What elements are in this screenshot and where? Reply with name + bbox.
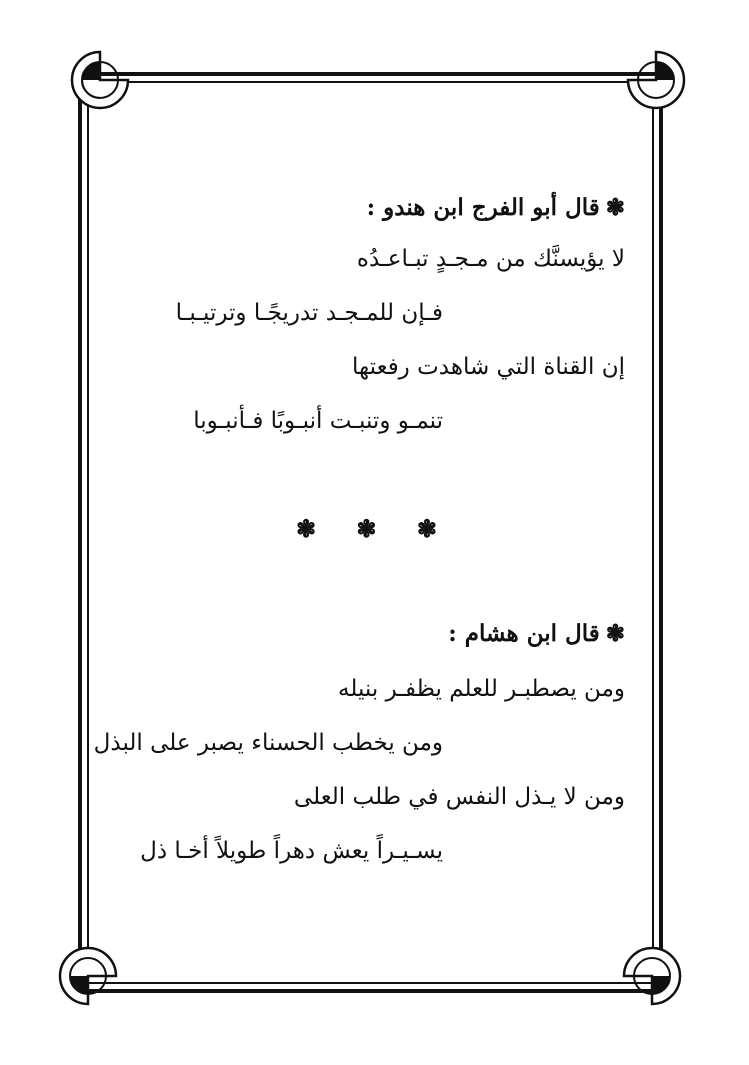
verse-line: ومن يصطبـر للعلم يظفـر بنيله <box>338 676 625 702</box>
flower-bullet-icon: ❃ <box>605 194 625 221</box>
section2-heading <box>448 620 625 647</box>
corner-ornament-bottom-right <box>620 944 684 1008</box>
verse-line: إن القناة التي شاهدت رفعتها <box>352 354 625 380</box>
section2-heading-text: قال ابن هشام : <box>448 620 600 647</box>
verse-line: ومن يخطب الحسناء يصبر على البذل <box>93 730 443 756</box>
section1-heading <box>367 194 625 221</box>
verse-line: لا يؤيسنَّك من مـجـدٍ تبـاعـدُه <box>356 246 625 272</box>
corner-ornament-top-left <box>68 48 132 112</box>
verse-line: يسـيـراً يعش دهراً طويلاً أخـا ذل <box>140 838 443 864</box>
section-divider: ❃ ❃ ❃ <box>295 514 454 543</box>
verse-line: تنمـو وتنبـت أنبـوبًا فـأنبـوبا <box>193 408 443 434</box>
verse-line: ومن لا يـذل النفس في طلب العلى <box>293 784 625 810</box>
section1-heading-text: قال أبو الفرج ابن هندو : <box>366 194 600 221</box>
flower-bullet-icon: ❃ <box>605 620 625 647</box>
verse-line: فـإن للمـجـد تدريجًـا وترتيـبـا <box>175 300 443 326</box>
corner-ornament-top-right <box>624 48 688 112</box>
corner-ornament-bottom-left <box>56 944 120 1008</box>
